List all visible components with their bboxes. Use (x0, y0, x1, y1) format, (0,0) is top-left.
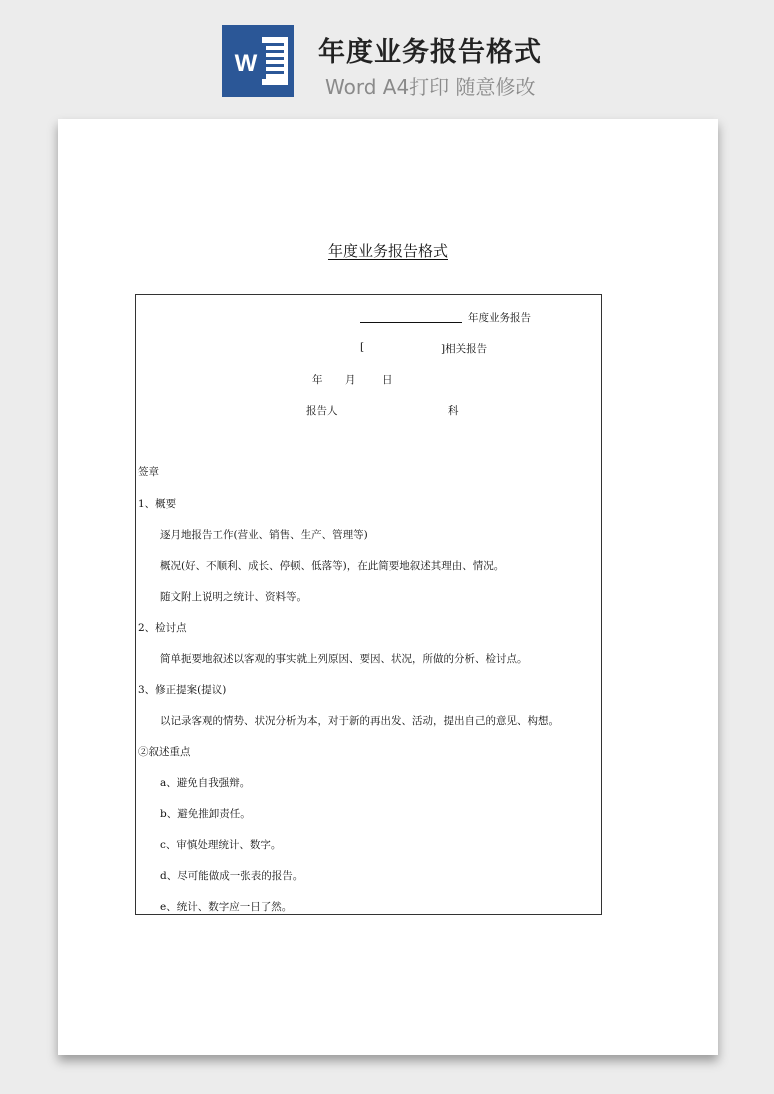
page-title: 年度业务报告格式 (318, 37, 542, 68)
page-subtitle: Word A4打印 随意修改 (325, 75, 536, 99)
list-item: 以记录客观的情势、状况分析为本，对于新的再出发、活动，提出自己的意见、构想。 (160, 715, 559, 727)
report-form-box (135, 294, 602, 915)
date-year: 年 (312, 374, 323, 386)
date-day: 日 (382, 374, 393, 386)
watermark: ​ (90, 466, 106, 486)
section-heading: ②叙述重点 (138, 746, 191, 758)
section-heading: 3、修正提案(提议) (138, 684, 227, 696)
related-report-label: ]相关报告 (441, 343, 488, 355)
list-item: 简单扼要地叙述以客观的事实就上列原因、要因、状况，所做的分析、检讨点。 (160, 653, 528, 665)
date-month: 月 (345, 374, 356, 386)
document-page (58, 119, 718, 1055)
section-heading: 2、检讨点 (138, 622, 187, 634)
list-item: 概况(好、不顺利、成长、停顿、低落等)，在此简要地叙述其理由、情况。 (160, 560, 505, 572)
document-title: 年度业务报告格式 (327, 242, 448, 260)
department-label: 科 (448, 405, 459, 417)
annual-report-label: 年度业务报告 (468, 312, 531, 324)
fill-in-blank-line[interactable] (360, 322, 462, 323)
word-icon (222, 25, 294, 97)
list-item: d、尽可能做成一张表的报告。 (160, 870, 304, 882)
list-item: 随文附上说明之统计、资料等。 (160, 591, 307, 603)
list-item: c、审慎处理统计、数字。 (160, 839, 282, 851)
word-icon-letter: W (234, 50, 258, 77)
signature-label: 签章 (138, 466, 159, 478)
section-heading: 1、概要 (138, 498, 177, 510)
bracket-open: [ (360, 341, 365, 353)
list-item: a、避免自我强辩。 (160, 777, 251, 789)
list-item: b、避免推卸责任。 (160, 808, 251, 820)
reporter-label: 报告人 (306, 405, 338, 417)
list-item: e、统计、数字应一日了然。 (160, 901, 293, 913)
list-item: 逐月地报告工作(营业、销售、生产、管理等) (160, 529, 368, 541)
header-banner (0, 0, 774, 118)
